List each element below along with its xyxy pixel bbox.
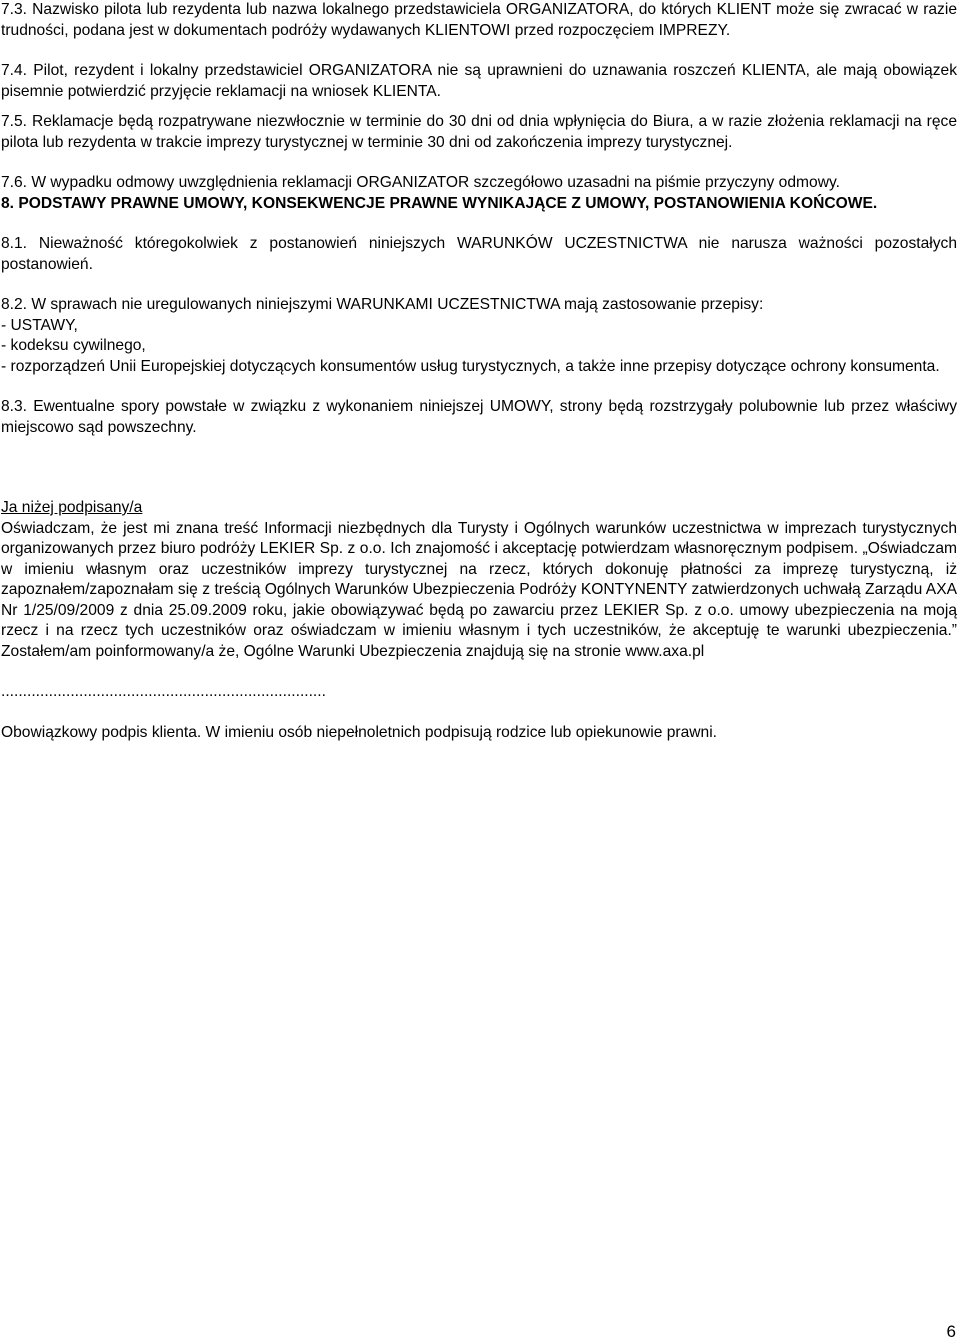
section-8-heading: 8. PODSTAWY PRAWNE UMOWY, KONSEKWENCJE PRAWNE WYNIKAJĄCE Z UMOWY, POSTANOWIENIA KOŃCOWE. (1, 194, 878, 212)
signature-line: ........................................................................... (1, 683, 326, 700)
paragraph-8-1: 8.1. Nieważność któregokolwiek z postanowień niniejszych WARUNKÓW UCZESTNICTWA nie narusza ważności pozostałych postanowień. (1, 235, 957, 273)
paragraph-7-3: 7.3. Nazwisko pilota lub rezydenta lub nazwa lokalnego przedstawiciela ORGANIZATORA, do których KLIENT może się zwracać w razie trudności, podana jest w dokumentach podróży wydawanych KLIENTOWI przed rozpoczęciem IMPREZY. (1, 1, 957, 39)
list-item: - USTAWY, (1, 316, 78, 334)
list-item: - rozporządzeń Unii Europejskiej dotyczących konsumentów usług turystycznych, a także inne przepisy dotyczące ochrony konsumenta. (1, 357, 940, 375)
signature-note: Obowiązkowy podpis klienta. W imieniu osób niepełnoletnich podpisują rodzice lub opiekunowie prawni. (1, 723, 717, 741)
page-number: 6 (946, 1322, 956, 1341)
document-content (1, 0, 957, 743)
declaration-text: Oświadczam, że jest mi znana treść Informacji niezbędnych dla Turysty i Ogólnych warunków uczestnictwa w imprezach turystycznych organizowanych przez biuro podróży LEKIER Sp. z o.o. Ich znajomość i akceptację potwierdzam własnoręcznym podpisem. „Oświadczam w imieniu własnym oraz uczestników imprezy turystycznej na rzecz, których dokonuję płatności za imprezę turystyczną, iż zapoznałem/zapoznałam się z treścią Ogólnych Warunków Ubezpieczenia Podróży KONTYNENTY zatwierdzonych uchwałą Zarządu AXA Nr 1/25/09/2009 z dnia 25.09.2009 roku, jakie obowiązywać będą po zawarciu przez LEKIER Sp. z o.o. umowy ubezpieczenia na moją rzecz i na rzecz tych uczestników oraz oświadczam w imieniu własnym i tych uczestników, że akceptuję te warunki ubezpieczenia.” Zostałem/am poinformowany/a że, Ogólne Warunki Ubezpieczenia znajdują się na stronie www.axa.pl (1, 519, 957, 660)
paragraph-7-5: 7.5. Reklamacje będą rozpatrywane niezwłocznie w terminie do 30 dni od dnia wpłynięcia do Biura, a w razie złożenia reklamacji na ręce pilota lub rezydenta w trakcie imprezy turystycznej w terminie 30 dni od zakończenia imprezy turystycznej. (1, 113, 957, 151)
paragraph-8-2: 8.2. W sprawach nie uregulowanych niniejszymi WARUNKAMI UCZESTNICTWA mają zastosowanie przepisy: (1, 296, 764, 313)
signature-heading: Ja niżej podpisany/a (1, 499, 143, 516)
paragraph-7-4: 7.4. Pilot, rezydent i lokalny przedstawiciel ORGANIZATORA nie są uprawnieni do uznawania roszczeń KLIENTA, ale mają obowiązek pisemnie potwierdzić przyjęcie reklamacji na wniosek KLIENTA. (1, 62, 957, 100)
list-item: - kodeksu cywilnego, (1, 337, 146, 354)
paragraph-8-3: 8.3. Ewentualne spory powstałe w związku z wykonaniem niniejszej UMOWY, strony będą rozstrzygały polubownie lub przez właściwy miejscowo sąd powszechny. (1, 398, 957, 436)
paragraph-7-6: 7.6. W wypadku odmowy uwzględnienia reklamacji ORGANIZATOR szczegółowo uzasadni na piśmie przyczyny odmowy. (1, 174, 840, 191)
